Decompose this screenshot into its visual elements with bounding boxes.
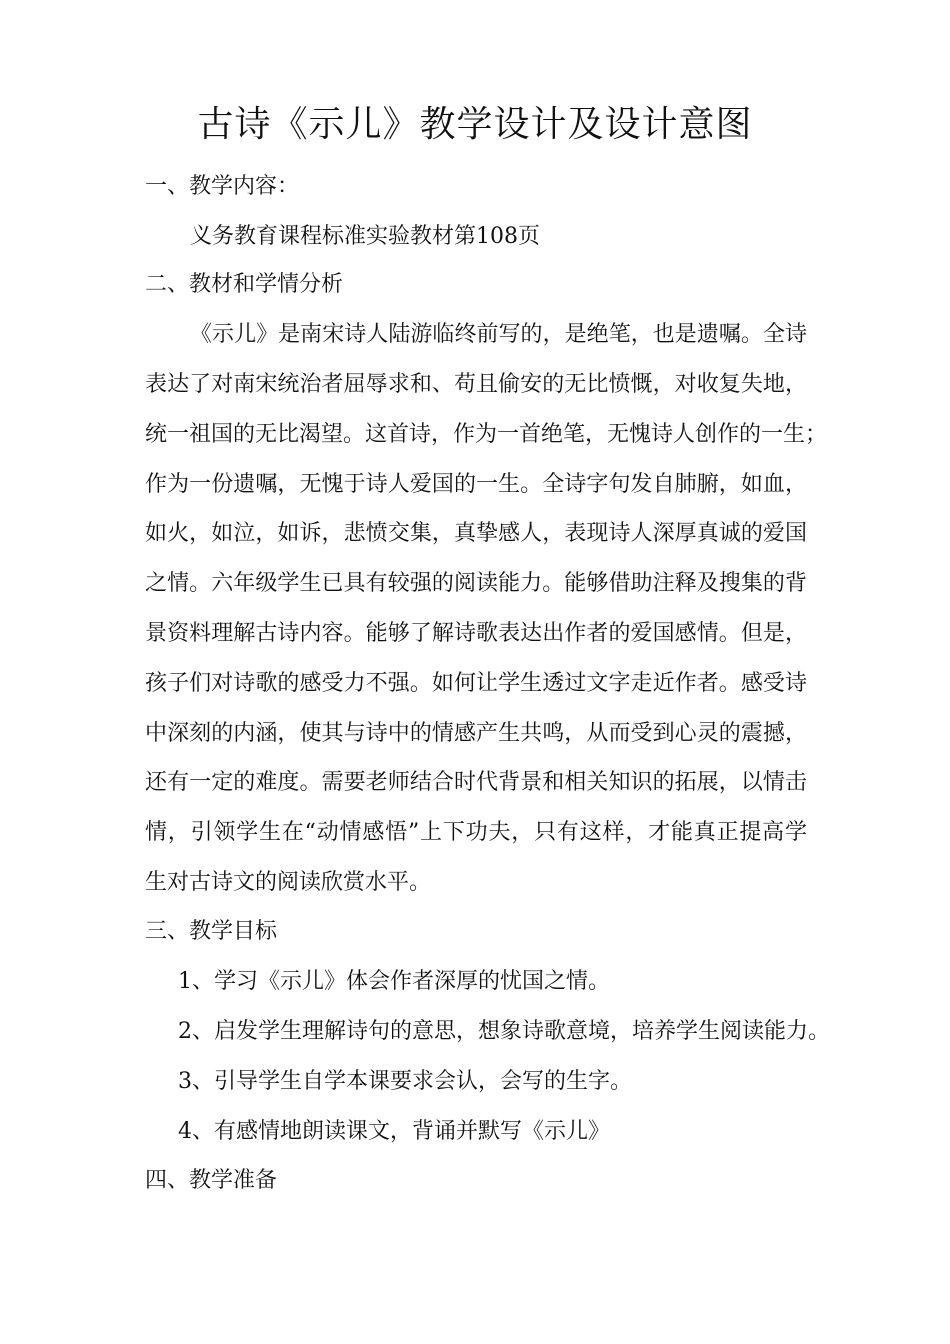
analysis-line: 还有一定的难度。需要老师结合时代背景和相关知识的拓展，以情击 [145,770,807,795]
section-heading-objectives: 三、教学目标 [145,919,278,944]
section-heading-preparation: 四、教学准备 [145,1168,278,1193]
analysis-line: 统一祖国的无比渴望。这首诗，作为一首绝笔，无愧诗人创作的一生； [145,422,828,447]
analysis-line: 《示儿》是南宋诗人陆游临终前写的，是绝笔，也是遗嘱。全诗 [190,322,807,347]
section-heading-analysis: 二、教材和学情分析 [145,272,344,297]
section-heading-content: 一、教学内容： [145,174,300,199]
analysis-line: 之情。六年级学生已具有较强的阅读能力。能够借助注释及搜集的背 [145,571,807,596]
analysis-line: 中深刻的内涵，使其与诗中的情感产生共鸣，从而受到心灵的震撼， [145,721,807,746]
analysis-line: 景资料理解古诗内容。能够了解诗歌表达出作者的爱国感情。但是， [145,621,807,646]
analysis-line: 如火，如泣，如诉，悲愤交集，真挚感人，表现诗人深厚真诚的爱国 [145,521,807,546]
analysis-line: 情，引领学生在“动情感悟”上下功夫，只有这样，才能真正提高学 [145,820,807,845]
objective-item: 2、启发学生理解诗句的意思，想象诗歌意境，培养学生阅读能力。 [178,1019,830,1044]
objective-item: 3、引导学生自学本课要求会认，会写的生字。 [178,1069,632,1094]
objective-item: 4、有感情地朗读课文，背诵并默写《示儿》 [178,1119,610,1144]
analysis-line: 表达了对南宋统治者屈辱求和、苟且偷安的无比愤慨，对收复失地， [145,372,807,397]
objective-item: 1、学习《示儿》体会作者深厚的忧国之情。 [178,969,610,994]
analysis-line: 作为一份遗嘱，无愧于诗人爱国的一生。全诗字句发自肺腑，如血， [145,472,807,497]
analysis-line: 生对古诗文的阅读欣赏水平。 [145,870,432,895]
textbook-reference: 义务教育课程标准实验教材第108页 [190,224,540,249]
analysis-line: 孩子们对诗歌的感受力不强。如何让学生透过文字走近作者。感受诗 [145,671,807,696]
document-title: 古诗《示儿》教学设计及设计意图 [197,104,753,145]
